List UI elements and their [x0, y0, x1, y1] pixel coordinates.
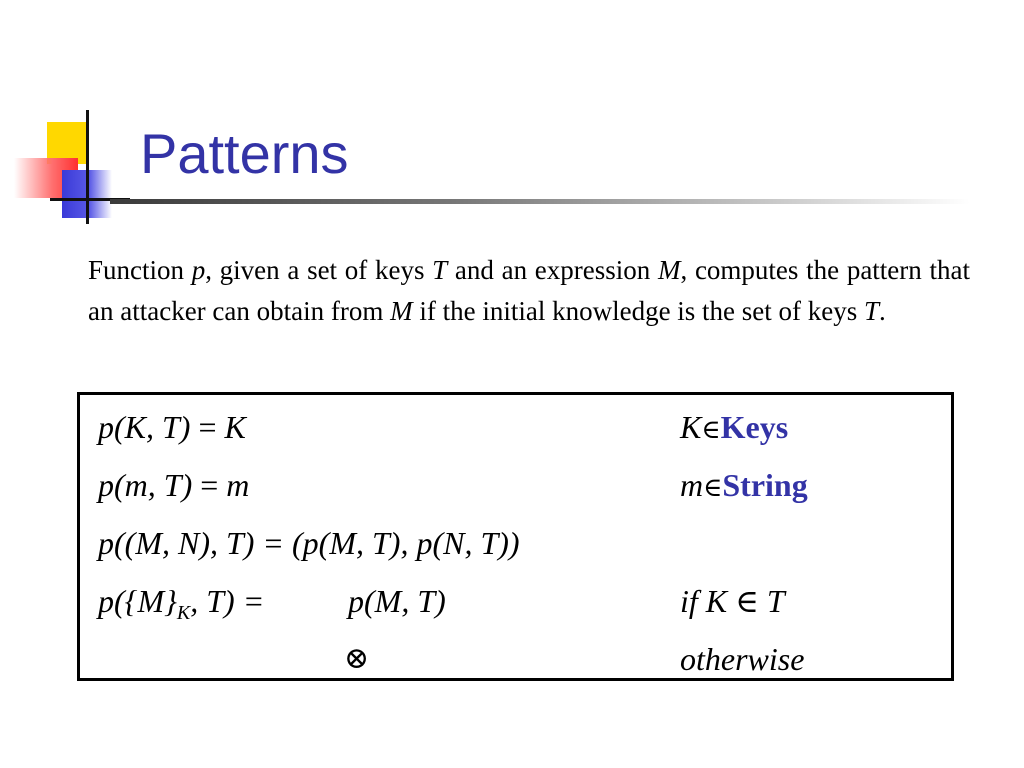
description-paragraph — [88, 250, 970, 332]
rule-condition: if K ∈ T — [680, 583, 785, 619]
condition-keyword: String — [722, 467, 808, 503]
condition-keyword: Keys — [720, 409, 789, 445]
paragraph-var: p — [191, 255, 206, 285]
rule-row-encryption — [98, 581, 785, 624]
slide-title: Patterns — [140, 122, 349, 185]
rule-condition: otherwise — [680, 641, 805, 677]
paragraph-var: M — [657, 255, 681, 285]
title-underline — [110, 199, 970, 204]
rule-equals: = — [190, 409, 225, 445]
rule-lhs-args: (K, T) — [114, 409, 191, 445]
otimes-symbol: ⊗ — [344, 641, 370, 676]
paragraph-text: . — [879, 296, 886, 326]
condition-var: K — [680, 409, 702, 445]
rule-lhs-fn: p — [98, 467, 114, 503]
element-of-symbol: ∈ — [701, 415, 721, 445]
logo-decoration — [0, 100, 140, 230]
rule-lhs-args: , T) = — [190, 583, 265, 619]
rule-lhs-fn: p — [98, 409, 114, 445]
rule-lhs-args: (m, T) — [114, 467, 193, 503]
rule-row-string — [98, 465, 808, 505]
paragraph-text: , given a set of keys — [205, 255, 433, 285]
element-of-symbol: ∈ — [703, 473, 723, 503]
logo-vertical-line — [86, 110, 89, 224]
paragraph-text: and an expression — [447, 255, 658, 285]
paragraph-text: Function — [88, 255, 192, 285]
paragraph-var: M — [390, 296, 413, 326]
rule-rhs: m — [226, 467, 250, 503]
rule-row-keys — [98, 407, 789, 447]
rule-condition — [680, 407, 788, 450]
rule-rhs: p(M, T) — [348, 583, 446, 619]
condition-var: m — [680, 467, 704, 503]
rule-equals: = — [192, 467, 227, 503]
rule-rhs: K — [224, 409, 246, 445]
rule-condition — [680, 465, 808, 508]
rule-lhs-subscript: K — [176, 602, 191, 624]
paragraph-var: T — [432, 255, 448, 285]
paragraph-text: , computes the pattern that an attacker can obtain from — [88, 255, 970, 326]
paragraph-text: if the initial knowledge is the set of keys — [412, 296, 865, 326]
paragraph-var: T — [864, 296, 880, 326]
rule-formula: p((M, N), T) = (p(M, T), p(N, T)) — [98, 525, 520, 561]
rule-row-pair — [98, 523, 520, 563]
definition-box — [77, 392, 954, 681]
rule-lhs-fn: p({M} — [98, 583, 177, 619]
